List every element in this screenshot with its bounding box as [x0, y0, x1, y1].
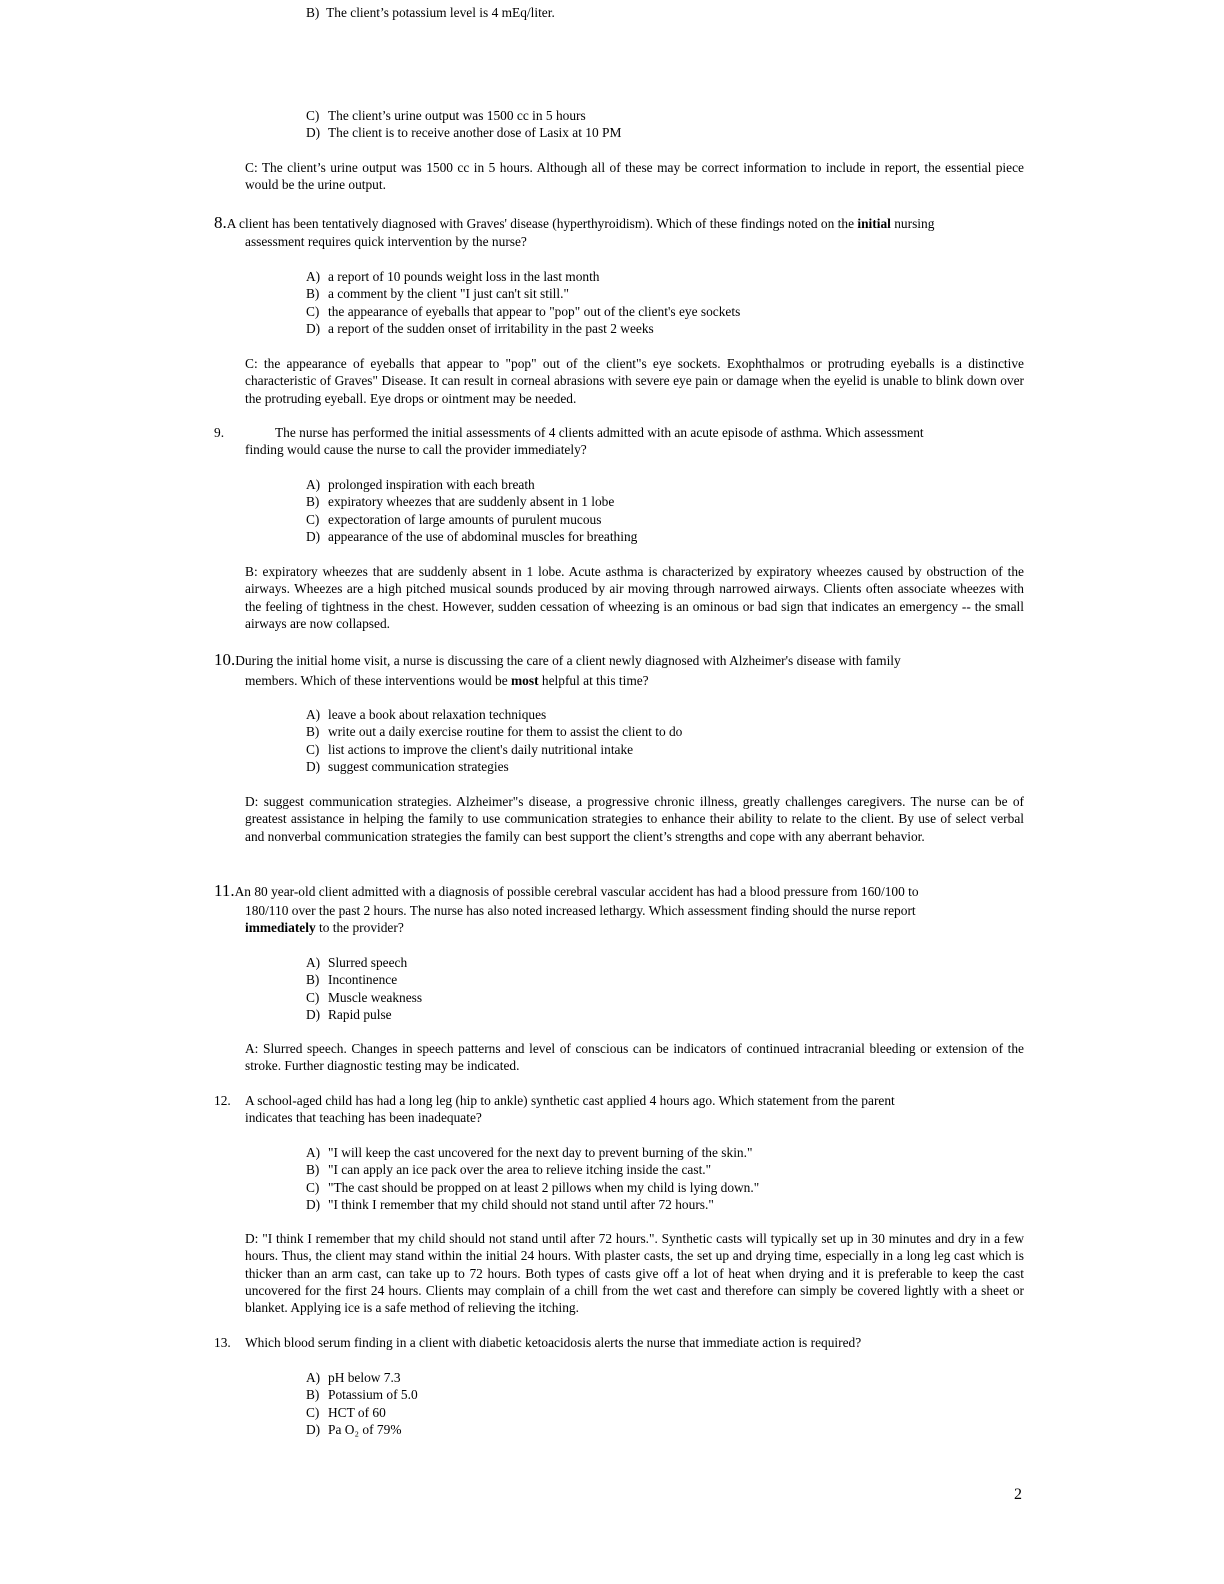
option-item — [306, 741, 682, 758]
option-item — [306, 1369, 418, 1386]
option-text: "I will keep the cast uncovered for the next day to prevent burning of the skin." — [328, 1145, 753, 1160]
answer-letter: B — [245, 564, 254, 579]
option-item — [306, 493, 637, 510]
option-letter: C) — [306, 108, 320, 123]
stem-text: An 80 year-old client admitted with a diagnosis of possible cerebral vascular accident has had a blood pressure from 160/100 to — [234, 884, 919, 899]
answer-letter: C — [245, 160, 254, 175]
option-text: list actions to improve the client's daily nutritional intake — [328, 741, 634, 757]
option-letter: B) — [306, 494, 320, 510]
option-letter: D) — [306, 528, 321, 544]
stem-text: A client has been tentatively diagnosed with Graves' disease (hyperthyroidism). Which of these findings noted on the — [226, 216, 858, 231]
q11-stem-line3 — [245, 919, 404, 936]
option-item — [306, 1006, 422, 1023]
option-text: leave a book about relaxation techniques — [328, 707, 547, 722]
option-text: "I think I remember that my child should not stand until after 72 hours." — [328, 1196, 714, 1212]
option-letter: D) — [306, 1196, 321, 1212]
option-letter: A) — [306, 1370, 321, 1385]
q8-options — [306, 268, 740, 337]
stem-emphasis: initial — [857, 216, 891, 231]
option-b-carryover: B) The client’s potassium level is 4 mEq/liter. — [306, 5, 555, 20]
option-item — [306, 758, 682, 775]
option-item — [306, 285, 740, 302]
option-text: HCT of 60 — [328, 1404, 386, 1420]
answer-text: : Slurred speech. Changes in speech patterns and level of conscious can be indicators of continued intracranial bleeding or extension of the stroke. Further diagnostic testing may be indicated. — [245, 1041, 1024, 1074]
option-text: Incontinence — [328, 972, 398, 988]
q13-stem: Which blood serum finding in a client with diabetic ketoacidosis alerts the nurse that immediate action is required? — [245, 1335, 862, 1350]
option-letter: D) — [306, 1421, 321, 1437]
stem-text: helpful at this time? — [538, 673, 649, 688]
option-item — [306, 989, 422, 1006]
option-text: pH below 7.3 — [328, 1370, 401, 1385]
answer-letter: D — [245, 794, 255, 809]
q12-number: 12. — [214, 1093, 231, 1108]
option-letter: A) — [306, 707, 321, 722]
stem-text: nursing — [890, 216, 935, 231]
option-item — [306, 511, 637, 528]
option-letter: C) — [306, 989, 320, 1005]
option-text: expectoration of large amounts of purulent mucous — [328, 511, 602, 527]
option-letter: B) — [306, 286, 320, 302]
option-text: the appearance of eyeballs that appear to "pop" out of the client's eye sockets — [328, 303, 741, 319]
option-text: The client is to receive another dose of Lasix at 10 PM — [328, 125, 622, 141]
option-item — [306, 1386, 418, 1403]
option-text: Rapid pulse — [328, 1006, 392, 1022]
option-item — [306, 303, 740, 320]
q10-options — [306, 706, 682, 775]
q7-options — [306, 107, 621, 142]
option-letter: A) — [306, 955, 321, 970]
q13-number: 13. — [214, 1335, 231, 1350]
option-item — [306, 528, 637, 545]
q11-stem-line1 — [214, 882, 919, 900]
answer-text: : suggest communication strategies. Alzheimer"s disease, a progressive chronic illness, greatly challenges caregivers. The nurse can be of greatest assistance in helping the family to use communication strategies to enhance their ability to relate to the client. By use of select verbal and nonverbal communication strategies the family can best support the client’s strengths and cope with any aberrant behavior. — [245, 794, 1024, 844]
option-item — [306, 1144, 759, 1161]
answer-text: : The client’s urine output was 1500 cc in 5 hours. Although all of these may be correct information to include in report, the essential piece would be the urine output. — [245, 160, 1024, 193]
q10-stem-line2 — [245, 672, 649, 689]
q12-stem — [245, 1092, 1024, 1109]
option-text: appearance of the use of abdominal muscles for breathing — [328, 528, 638, 544]
option-letter: A) — [306, 1145, 321, 1160]
option-text: "The cast should be propped on at least 2 pillows when my child is lying down." — [328, 1179, 760, 1195]
q10-stem-line1 — [214, 651, 901, 669]
q9-options — [306, 476, 637, 545]
option-text: Pa O₂ of 79% — [328, 1421, 402, 1437]
option-text: a report of the sudden onset of irritability in the past 2 weeks — [328, 320, 654, 336]
option-item — [306, 723, 682, 740]
q7-answer — [245, 159, 1024, 194]
q9-number: 9. — [214, 425, 225, 440]
q13-options — [306, 1369, 418, 1438]
option-item — [306, 1179, 759, 1196]
q11-answer — [245, 1040, 1024, 1075]
option-letter: B) — [306, 724, 320, 740]
q9-stem-line2: finding would cause the nurse to call the provider immediately? — [245, 442, 587, 457]
option-item — [306, 268, 740, 285]
option-letter: B) — [306, 972, 320, 988]
option-item — [306, 107, 621, 124]
option-text: expiratory wheezes that are suddenly absent in 1 lobe — [328, 494, 615, 510]
page-number: 2 — [1014, 1486, 1022, 1503]
option-item — [306, 971, 422, 988]
stem-emphasis: immediately — [245, 920, 316, 935]
q9-answer — [245, 563, 1024, 632]
q8-stem-line1 — [214, 214, 934, 232]
option-item — [306, 124, 621, 141]
q11-stem-line2: 180/110 over the past 2 hours. The nurse has also noted increased lethargy. Which assessment finding should the nurse report — [245, 903, 916, 918]
stem-text: A school-aged child has had a long leg (hip to ankle) synthetic cast applied 4 hours ago. Which statement from the parent — [245, 1093, 895, 1108]
option-letter: D) — [306, 320, 321, 336]
option-letter: A) — [306, 477, 321, 492]
option-item — [306, 706, 682, 723]
question-number: 8. — [214, 213, 227, 232]
q8-stem-line2: assessment requires quick intervention by the nurse? — [245, 234, 527, 249]
q9-stem-line1: The nurse has performed the initial assessments of 4 clients admitted with an acute episode of asthma. Which assessment — [275, 425, 924, 440]
option-item — [306, 476, 637, 493]
q11-options — [306, 954, 422, 1023]
answer-text: : expiratory wheezes that are suddenly absent in 1 lobe. Acute asthma is characterized by expiratory wheezes caused by obstruction of the airways. Wheezes are a high pitched musical sounds produced by air moving through narrowed airways. Clients often associate wheezes with the feeling of tightness in the chest. However, sudden cessation of wheezing is an ominous or bad sign that indicates an emergency -- the small airways are now collapsed. — [245, 564, 1024, 631]
answer-text: : the appearance of eyeballs that appear to "pop" out of the client"s eye sockets. Exophthalmos or protruding eyeballs is a distinctive characteristic of Graves" Disease. It can result in corneal abrasions with severe eye pain or damage when the eyelid is unable to blink down over the protruding eyeball. Eye drops or ointment may be needed. — [245, 356, 1024, 406]
answer-letter: C — [245, 356, 254, 371]
option-text: "I can apply an ice pack over the area to relieve itching inside the cast." — [328, 1162, 712, 1178]
option-letter: B) — [306, 1387, 320, 1403]
option-item — [306, 320, 740, 337]
option-text: suggest communication strategies — [328, 758, 509, 774]
option-letter: C) — [306, 1179, 320, 1195]
option-text: write out a daily exercise routine for them to assist the client to do — [328, 724, 683, 740]
option-letter: D) — [306, 125, 321, 141]
answer-letter: A — [245, 1041, 255, 1056]
option-text: Muscle weakness — [328, 989, 423, 1005]
option-letter: A) — [306, 269, 321, 284]
option-text: The client’s urine output was 1500 cc in 5 hours — [328, 108, 586, 123]
q10-answer — [245, 793, 1024, 845]
stem-emphasis: most — [511, 673, 539, 688]
question-number: 10. — [214, 650, 236, 669]
stem-text: members. Which of these interventions would be — [245, 673, 512, 688]
q12-stem-line2: indicates that teaching has been inadequate? — [245, 1110, 482, 1125]
stem-text: to the provider? — [315, 920, 404, 935]
q8-answer — [245, 355, 1024, 407]
option-text: prolonged inspiration with each breath — [328, 477, 535, 492]
option-letter: D) — [306, 1006, 321, 1022]
option-text: a comment by the client "I just can't sit still." — [328, 286, 569, 302]
stem-text: During the initial home visit, a nurse is discussing the care of a client newly diagnosed with Alzheimer's disease with family — [235, 653, 901, 668]
option-letter: C) — [306, 741, 320, 757]
answer-letter: D — [245, 1231, 255, 1246]
option-item — [306, 954, 422, 971]
option-text: a report of 10 pounds weight loss in the last month — [328, 269, 600, 284]
q12-options — [306, 1144, 759, 1213]
option-item — [306, 1421, 418, 1438]
option-letter: D) — [306, 758, 321, 774]
option-item — [306, 1161, 759, 1178]
option-letter: B) — [306, 1162, 320, 1178]
option-item — [306, 1404, 418, 1421]
option-text: Slurred speech — [328, 955, 408, 970]
question-number: 11. — [214, 881, 235, 900]
option-text: Potassium of 5.0 — [328, 1387, 418, 1403]
option-letter: C) — [306, 1404, 320, 1420]
option-letter: C) — [306, 303, 320, 319]
option-letter: C) — [306, 511, 320, 527]
option-item — [306, 1196, 759, 1213]
answer-text: : "I think I remember that my child should not stand until after 72 hours.". Synthetic casts will typically set up in 30 minutes and dry in a few hours. Thus, the client may stand within the initial 24 hours. With plaster casts, the set up and drying time, especially in a long leg cast which is thicker than an arm cast, can take up to 72 hours. Both types of casts give off a lot of heat when drying and it is preferable to keep the cast uncovered for the first 24 hours. Clients may complain of a chill from the wet cast and therefore can simply be covered lightly with a sheet or blanket. Applying ice is a safe method of relieving the itching. — [245, 1231, 1024, 1316]
q12-answer — [245, 1230, 1024, 1316]
